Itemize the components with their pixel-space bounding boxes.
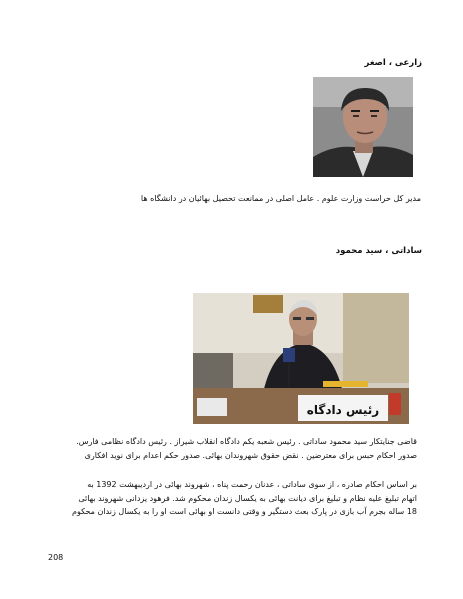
- paragraph-line: قاضی جنایتکار سید محمود ساداتی . رئیس شعبه یکم دادگاه انقلاب شیراز . رئیس دادگاه نظامی فارس.: [76, 437, 417, 446]
- page-number: 208: [48, 553, 64, 562]
- paragraph-line: صدور احکام حبس برای معترضین . نقض حقوق شهروندان بهائی. صدور حکم اعدام برای نوید افکاری: [84, 450, 417, 460]
- judge-name-sign: رئیس دادگاه: [306, 403, 380, 417]
- paragraph-sadati-summary: [37, 435, 417, 462]
- person-name-sadati: ساداتی ، سید محمود: [335, 246, 422, 256]
- paragraph-line: بر اساس احکام صادره ، از سوی ساداتی ، عدنان رحمت پناه ، شهروند بهائی در اردیبهشت 1392 به: [87, 480, 417, 489]
- paragraph-line: اتهام تبلیغ علیه نظام و تبلیغ برای دیانت بهائی به یکسال زندان محکوم شد. فرهود یزدانی شهروند بهائی: [78, 493, 417, 503]
- paragraph-sadati-rulings: [37, 478, 417, 519]
- caption-zarei: مدیر کل حراست وزارت علوم . عامل اصلی در ممانعت تحصیل بهائیان در دانشگاه ها: [140, 194, 421, 203]
- person-name-zarei: زارعی ، اصغر: [364, 58, 422, 68]
- portrait-photo-zarei: [313, 77, 413, 177]
- paragraph-line: 18 ساله بجرم آب بازی در پارک بعث دستگیر و وقتی دانست او بهائی است او را به یکسال زندان محکوم: [71, 507, 417, 516]
- court-photo-sadati: [193, 293, 409, 424]
